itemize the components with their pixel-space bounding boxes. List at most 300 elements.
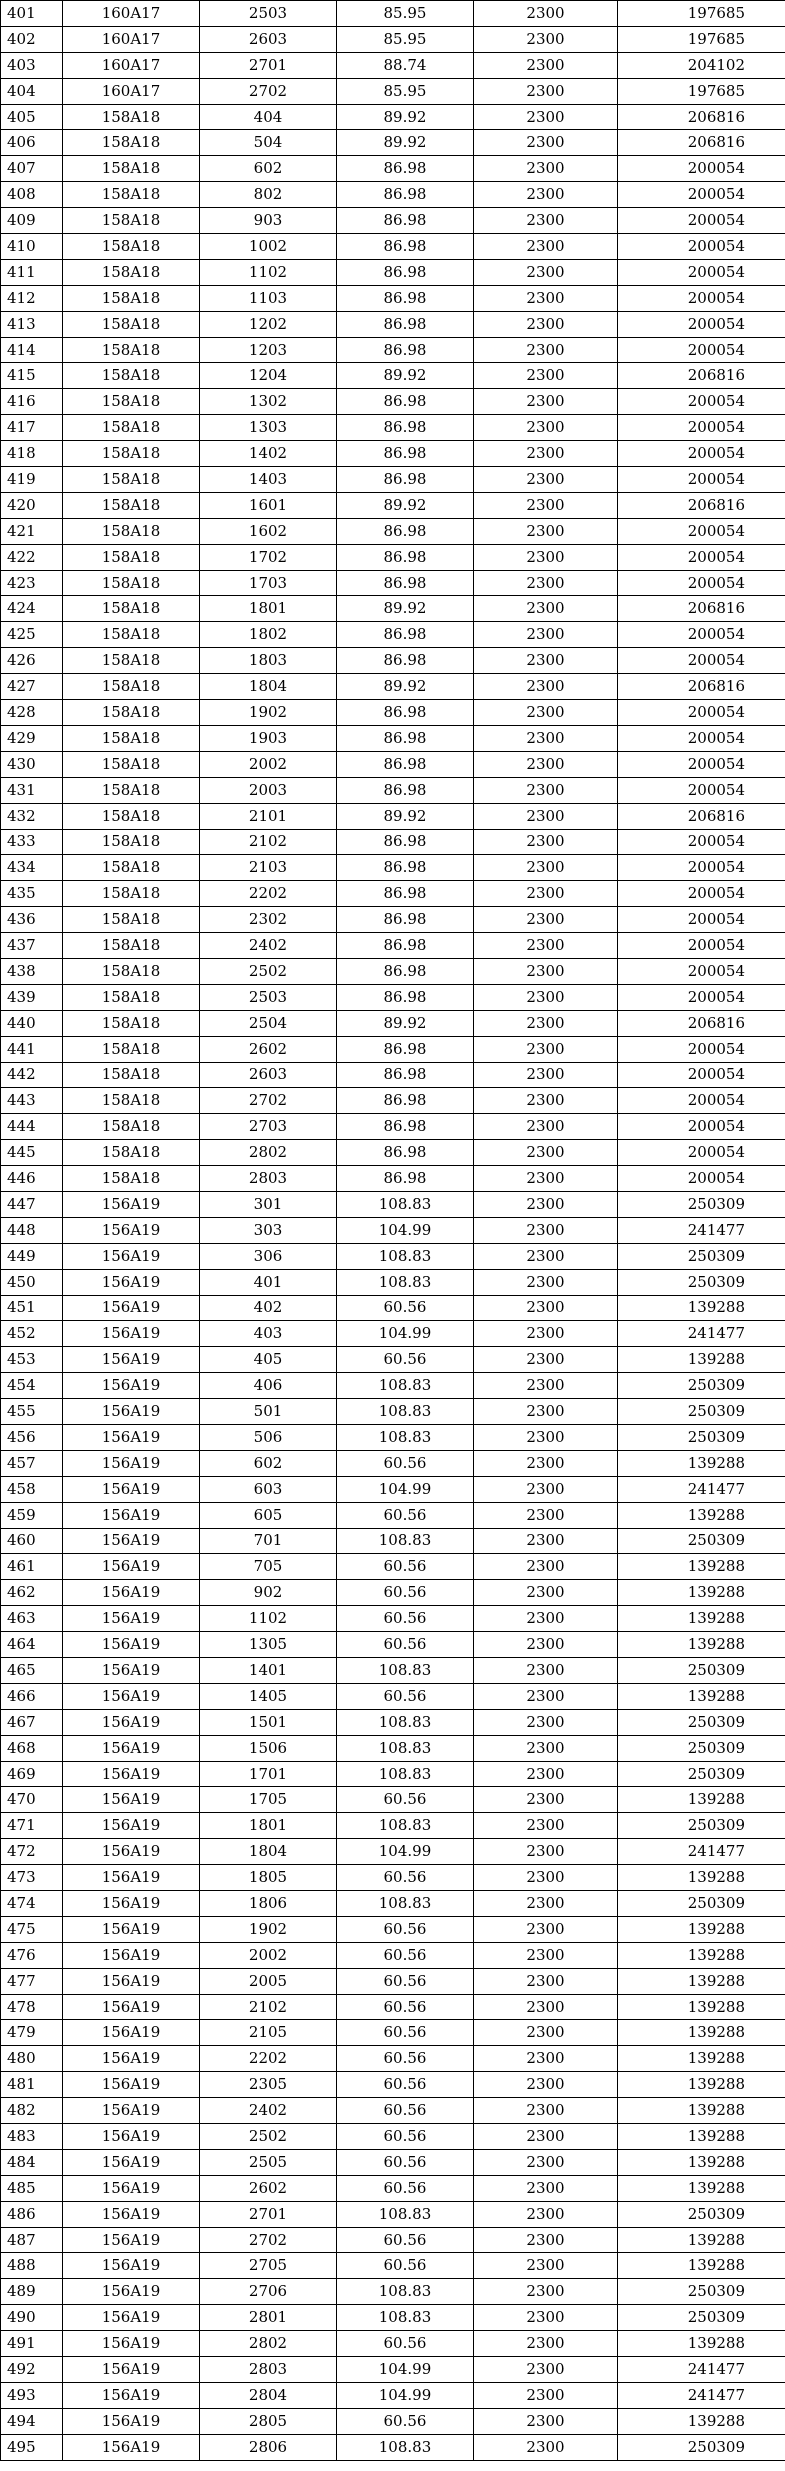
- total-price-cell: 139288: [618, 2175, 785, 2201]
- unit-number-cell: 1804: [200, 674, 337, 700]
- building-code-cell: 156A19: [63, 1735, 200, 1761]
- unit-number-cell: 2102: [200, 829, 337, 855]
- table-row: [1, 700, 785, 726]
- total-price-cell: 200054: [618, 208, 785, 234]
- building-code-cell: 156A19: [63, 1942, 200, 1968]
- unit-number-cell: 406: [200, 1373, 337, 1399]
- total-price-cell: 200054: [618, 1062, 785, 1088]
- unit-number-cell: 2702: [200, 2227, 337, 2253]
- unit-price-cell: 2300: [474, 1916, 618, 1942]
- total-price-cell: 250309: [618, 1891, 785, 1917]
- total-price-cell: 241477: [618, 1217, 785, 1243]
- unit-number-cell: 2302: [200, 907, 337, 933]
- building-code-cell: 158A18: [63, 415, 200, 441]
- table-row: [1, 1916, 785, 1942]
- row-number-cell: 442: [1, 1062, 63, 1088]
- building-code-cell: 156A19: [63, 1269, 200, 1295]
- building-code-cell: 158A18: [63, 1010, 200, 1036]
- building-code-cell: 156A19: [63, 1658, 200, 1684]
- unit-number-cell: 2002: [200, 1942, 337, 1968]
- row-number-cell: 412: [1, 285, 63, 311]
- unit-number-cell: 301: [200, 1191, 337, 1217]
- table-row: [1, 1502, 785, 1528]
- building-code-cell: 158A18: [63, 700, 200, 726]
- area-cell: 86.98: [337, 389, 474, 415]
- unit-number-cell: 303: [200, 1217, 337, 1243]
- area-cell: 86.98: [337, 415, 474, 441]
- table-row: [1, 2382, 785, 2408]
- area-cell: 86.98: [337, 907, 474, 933]
- area-cell: 108.83: [337, 1399, 474, 1425]
- unit-number-cell: 2103: [200, 855, 337, 881]
- row-number-cell: 429: [1, 725, 63, 751]
- row-number-cell: 422: [1, 544, 63, 570]
- total-price-cell: 139288: [618, 2072, 785, 2098]
- building-code-cell: 158A18: [63, 596, 200, 622]
- table-row: [1, 1114, 785, 1140]
- total-price-cell: 200054: [618, 725, 785, 751]
- unit-price-cell: 2300: [474, 700, 618, 726]
- area-cell: 86.98: [337, 1036, 474, 1062]
- total-price-cell: 250309: [618, 1709, 785, 1735]
- building-code-cell: 156A19: [63, 1243, 200, 1269]
- row-number-cell: 406: [1, 130, 63, 156]
- table-row: [1, 544, 785, 570]
- area-cell: 108.83: [337, 1424, 474, 1450]
- total-price-cell: 139288: [618, 1554, 785, 1580]
- building-code-cell: 156A19: [63, 2331, 200, 2357]
- area-cell: 60.56: [337, 1606, 474, 1632]
- unit-price-cell: 2300: [474, 544, 618, 570]
- unit-price-cell: 2300: [474, 1761, 618, 1787]
- building-code-cell: 158A18: [63, 389, 200, 415]
- unit-price-cell: 2300: [474, 337, 618, 363]
- row-number-cell: 415: [1, 363, 63, 389]
- area-cell: 85.95: [337, 78, 474, 104]
- table-row: [1, 156, 785, 182]
- row-number-cell: 421: [1, 518, 63, 544]
- building-code-cell: 156A19: [63, 2046, 200, 2072]
- unit-number-cell: 705: [200, 1554, 337, 1580]
- row-number-cell: 414: [1, 337, 63, 363]
- table-row: [1, 2201, 785, 2227]
- unit-number-cell: 2202: [200, 2046, 337, 2072]
- unit-number-cell: 1701: [200, 1761, 337, 1787]
- unit-price-cell: 2300: [474, 1140, 618, 1166]
- unit-price-cell: 2300: [474, 1942, 618, 1968]
- row-number-cell: 457: [1, 1450, 63, 1476]
- total-price-cell: 200054: [618, 415, 785, 441]
- area-cell: 86.98: [337, 337, 474, 363]
- total-price-cell: 200054: [618, 1140, 785, 1166]
- unit-number-cell: 2402: [200, 933, 337, 959]
- building-code-cell: 160A17: [63, 78, 200, 104]
- table-row: [1, 1942, 785, 1968]
- total-price-cell: 139288: [618, 1942, 785, 1968]
- table-row: [1, 1036, 785, 1062]
- row-number-cell: 451: [1, 1295, 63, 1321]
- total-price-cell: 197685: [618, 26, 785, 52]
- building-code-cell: 156A19: [63, 1632, 200, 1658]
- total-price-cell: 204102: [618, 52, 785, 78]
- building-code-cell: 160A17: [63, 1, 200, 27]
- total-price-cell: 197685: [618, 78, 785, 104]
- table-row: [1, 1166, 785, 1192]
- row-number-cell: 480: [1, 2046, 63, 2072]
- row-number-cell: 494: [1, 2408, 63, 2434]
- row-number-cell: 403: [1, 52, 63, 78]
- total-price-cell: 200054: [618, 285, 785, 311]
- total-price-cell: 200054: [618, 467, 785, 493]
- table-row: [1, 1761, 785, 1787]
- table-row: [1, 441, 785, 467]
- row-number-cell: 467: [1, 1709, 63, 1735]
- unit-price-cell: 2300: [474, 1191, 618, 1217]
- building-code-cell: 156A19: [63, 2124, 200, 2150]
- building-code-cell: 156A19: [63, 2227, 200, 2253]
- area-cell: 60.56: [337, 1347, 474, 1373]
- table-row: [1, 363, 785, 389]
- area-cell: 60.56: [337, 2227, 474, 2253]
- unit-price-cell: 2300: [474, 1968, 618, 1994]
- total-price-cell: 200054: [618, 441, 785, 467]
- building-code-cell: 158A18: [63, 984, 200, 1010]
- total-price-cell: 250309: [618, 1735, 785, 1761]
- building-code-cell: 156A19: [63, 2072, 200, 2098]
- row-number-cell: 408: [1, 182, 63, 208]
- unit-number-cell: 2802: [200, 1140, 337, 1166]
- building-code-cell: 158A18: [63, 1088, 200, 1114]
- building-code-cell: 158A18: [63, 104, 200, 130]
- total-price-cell: 139288: [618, 1502, 785, 1528]
- building-code-cell: 158A18: [63, 311, 200, 337]
- total-price-cell: 250309: [618, 1373, 785, 1399]
- total-price-cell: 139288: [618, 1968, 785, 1994]
- unit-number-cell: 2705: [200, 2253, 337, 2279]
- row-number-cell: 484: [1, 2149, 63, 2175]
- unit-price-cell: 2300: [474, 2149, 618, 2175]
- total-price-cell: 241477: [618, 1476, 785, 1502]
- unit-number-cell: 2505: [200, 2149, 337, 2175]
- building-code-cell: 156A19: [63, 2408, 200, 2434]
- building-code-cell: 156A19: [63, 2434, 200, 2460]
- total-price-cell: 200054: [618, 958, 785, 984]
- building-code-cell: 156A19: [63, 1450, 200, 1476]
- unit-number-cell: 1903: [200, 725, 337, 751]
- table-row: [1, 78, 785, 104]
- unit-number-cell: 2603: [200, 26, 337, 52]
- total-price-cell: 200054: [618, 1088, 785, 1114]
- unit-price-cell: 2300: [474, 1010, 618, 1036]
- unit-number-cell: 1402: [200, 441, 337, 467]
- building-code-cell: 158A18: [63, 751, 200, 777]
- area-cell: 108.83: [337, 2201, 474, 2227]
- total-price-cell: 139288: [618, 1916, 785, 1942]
- table-row: [1, 2020, 785, 2046]
- unit-number-cell: 1806: [200, 1891, 337, 1917]
- area-cell: 108.83: [337, 1735, 474, 1761]
- building-code-cell: 156A19: [63, 2382, 200, 2408]
- table-row: [1, 725, 785, 751]
- unit-number-cell: 504: [200, 130, 337, 156]
- total-price-cell: 206816: [618, 363, 785, 389]
- unit-price-cell: 2300: [474, 363, 618, 389]
- unit-number-cell: 1703: [200, 570, 337, 596]
- building-code-cell: 158A18: [63, 1036, 200, 1062]
- unit-price-cell: 2300: [474, 2072, 618, 2098]
- row-number-cell: 423: [1, 570, 63, 596]
- table-row: [1, 467, 785, 493]
- total-price-cell: 139288: [618, 1347, 785, 1373]
- table-row: [1, 1580, 785, 1606]
- area-cell: 86.98: [337, 648, 474, 674]
- area-cell: 60.56: [337, 2408, 474, 2434]
- unit-number-cell: 1403: [200, 467, 337, 493]
- unit-price-cell: 2300: [474, 2279, 618, 2305]
- building-code-cell: 156A19: [63, 1347, 200, 1373]
- unit-price-cell: 2300: [474, 1217, 618, 1243]
- table-row: [1, 958, 785, 984]
- unit-number-cell: 401: [200, 1269, 337, 1295]
- area-cell: 86.98: [337, 467, 474, 493]
- unit-price-cell: 2300: [474, 492, 618, 518]
- table-row: [1, 829, 785, 855]
- area-cell: 108.83: [337, 1709, 474, 1735]
- unit-number-cell: 2806: [200, 2434, 337, 2460]
- area-cell: 104.99: [337, 2357, 474, 2383]
- area-cell: 89.92: [337, 492, 474, 518]
- table-row: [1, 984, 785, 1010]
- unit-price-cell: 2300: [474, 855, 618, 881]
- area-cell: 86.98: [337, 1114, 474, 1140]
- table-row: [1, 1217, 785, 1243]
- total-price-cell: 200054: [618, 389, 785, 415]
- total-price-cell: 200054: [618, 907, 785, 933]
- area-cell: 60.56: [337, 1450, 474, 1476]
- table-row: [1, 1735, 785, 1761]
- building-code-cell: 156A19: [63, 1502, 200, 1528]
- area-cell: 88.74: [337, 52, 474, 78]
- building-code-cell: 156A19: [63, 1373, 200, 1399]
- unit-price-cell: 2300: [474, 570, 618, 596]
- total-price-cell: 139288: [618, 2408, 785, 2434]
- row-number-cell: 483: [1, 2124, 63, 2150]
- area-cell: 104.99: [337, 1217, 474, 1243]
- unit-number-cell: 2502: [200, 2124, 337, 2150]
- unit-price-cell: 2300: [474, 26, 618, 52]
- unit-price-cell: 2300: [474, 1891, 618, 1917]
- row-number-cell: 466: [1, 1683, 63, 1709]
- area-cell: 60.56: [337, 1632, 474, 1658]
- area-cell: 86.98: [337, 829, 474, 855]
- row-number-cell: 438: [1, 958, 63, 984]
- unit-number-cell: 2603: [200, 1062, 337, 1088]
- row-number-cell: 419: [1, 467, 63, 493]
- area-cell: 60.56: [337, 1683, 474, 1709]
- unit-number-cell: 506: [200, 1424, 337, 1450]
- area-cell: 60.56: [337, 2331, 474, 2357]
- total-price-cell: 200054: [618, 829, 785, 855]
- building-code-cell: 156A19: [63, 1709, 200, 1735]
- unit-number-cell: 1002: [200, 234, 337, 260]
- row-number-cell: 446: [1, 1166, 63, 1192]
- total-price-cell: 139288: [618, 2149, 785, 2175]
- total-price-cell: 250309: [618, 1191, 785, 1217]
- area-cell: 86.98: [337, 958, 474, 984]
- area-cell: 60.56: [337, 2149, 474, 2175]
- row-number-cell: 409: [1, 208, 63, 234]
- unit-price-cell: 2300: [474, 1243, 618, 1269]
- table-row: [1, 1347, 785, 1373]
- area-cell: 89.92: [337, 1010, 474, 1036]
- unit-number-cell: 1805: [200, 1865, 337, 1891]
- total-price-cell: 241477: [618, 2357, 785, 2383]
- unit-number-cell: 1202: [200, 311, 337, 337]
- table-row: [1, 1683, 785, 1709]
- area-cell: 86.98: [337, 234, 474, 260]
- total-price-cell: 241477: [618, 1321, 785, 1347]
- total-price-cell: 206816: [618, 130, 785, 156]
- area-cell: 86.98: [337, 933, 474, 959]
- area-cell: 60.56: [337, 2098, 474, 2124]
- row-number-cell: 433: [1, 829, 63, 855]
- unit-number-cell: 2005: [200, 1968, 337, 1994]
- building-code-cell: 158A18: [63, 829, 200, 855]
- row-number-cell: 454: [1, 1373, 63, 1399]
- unit-number-cell: 2504: [200, 1010, 337, 1036]
- unit-price-cell: 2300: [474, 1321, 618, 1347]
- unit-number-cell: 1203: [200, 337, 337, 363]
- row-number-cell: 413: [1, 311, 63, 337]
- table-row: [1, 2046, 785, 2072]
- total-price-cell: 139288: [618, 1450, 785, 1476]
- unit-price-cell: 2300: [474, 881, 618, 907]
- unit-number-cell: 2701: [200, 52, 337, 78]
- unit-number-cell: 2702: [200, 1088, 337, 1114]
- row-number-cell: 416: [1, 389, 63, 415]
- unit-price-cell: 2300: [474, 1166, 618, 1192]
- row-number-cell: 447: [1, 1191, 63, 1217]
- row-number-cell: 479: [1, 2020, 63, 2046]
- total-price-cell: 139288: [618, 2253, 785, 2279]
- total-price-cell: 200054: [618, 311, 785, 337]
- table-row: [1, 1191, 785, 1217]
- building-code-cell: 156A19: [63, 1787, 200, 1813]
- row-number-cell: 402: [1, 26, 63, 52]
- table-row: [1, 907, 785, 933]
- area-cell: 86.98: [337, 984, 474, 1010]
- area-cell: 108.83: [337, 2305, 474, 2331]
- row-number-cell: 427: [1, 674, 63, 700]
- row-number-cell: 482: [1, 2098, 63, 2124]
- area-cell: 108.83: [337, 1373, 474, 1399]
- table-row: [1, 1269, 785, 1295]
- area-cell: 85.95: [337, 26, 474, 52]
- row-number-cell: 443: [1, 1088, 63, 1114]
- unit-price-cell: 2300: [474, 984, 618, 1010]
- row-number-cell: 490: [1, 2305, 63, 2331]
- unit-number-cell: 1705: [200, 1787, 337, 1813]
- table-body: [1, 1, 785, 2461]
- unit-price-cell: 2300: [474, 596, 618, 622]
- building-code-cell: 158A18: [63, 156, 200, 182]
- total-price-cell: 206816: [618, 803, 785, 829]
- row-number-cell: 473: [1, 1865, 63, 1891]
- total-price-cell: 200054: [618, 156, 785, 182]
- row-number-cell: 435: [1, 881, 63, 907]
- unit-number-cell: 1103: [200, 285, 337, 311]
- building-code-cell: 158A18: [63, 881, 200, 907]
- table-row: [1, 1658, 785, 1684]
- building-code-cell: 158A18: [63, 441, 200, 467]
- area-cell: 108.83: [337, 1191, 474, 1217]
- area-cell: 60.56: [337, 1580, 474, 1606]
- row-number-cell: 461: [1, 1554, 63, 1580]
- unit-price-cell: 2300: [474, 311, 618, 337]
- table-row: [1, 2124, 785, 2150]
- building-code-cell: 156A19: [63, 1580, 200, 1606]
- unit-number-cell: 602: [200, 156, 337, 182]
- area-cell: 60.56: [337, 2124, 474, 2150]
- table-row: [1, 1813, 785, 1839]
- table-row: [1, 1321, 785, 1347]
- unit-number-cell: 701: [200, 1528, 337, 1554]
- unit-number-cell: 404: [200, 104, 337, 130]
- unit-price-cell: 2300: [474, 2357, 618, 2383]
- table-row: [1, 1010, 785, 1036]
- building-code-cell: 156A19: [63, 1839, 200, 1865]
- table-row: [1, 415, 785, 441]
- total-price-cell: 206816: [618, 596, 785, 622]
- table-row: [1, 1968, 785, 1994]
- total-price-cell: 206816: [618, 1010, 785, 1036]
- total-price-cell: 139288: [618, 1632, 785, 1658]
- unit-number-cell: 2003: [200, 777, 337, 803]
- unit-price-cell: 2300: [474, 1114, 618, 1140]
- table-row: [1, 648, 785, 674]
- row-number-cell: 428: [1, 700, 63, 726]
- table-row: [1, 259, 785, 285]
- unit-price-cell: 2300: [474, 829, 618, 855]
- row-number-cell: 410: [1, 234, 63, 260]
- unit-price-cell: 2300: [474, 1088, 618, 1114]
- building-code-cell: 156A19: [63, 1968, 200, 1994]
- building-code-cell: 156A19: [63, 1761, 200, 1787]
- table-row: [1, 1140, 785, 1166]
- unit-price-cell: 2300: [474, 1476, 618, 1502]
- total-price-cell: 200054: [618, 700, 785, 726]
- table-row: [1, 1709, 785, 1735]
- building-code-cell: 158A18: [63, 958, 200, 984]
- row-number-cell: 487: [1, 2227, 63, 2253]
- row-number-cell: 465: [1, 1658, 63, 1684]
- table-row: [1, 1295, 785, 1321]
- building-code-cell: 158A18: [63, 1114, 200, 1140]
- building-code-cell: 156A19: [63, 1476, 200, 1502]
- area-cell: 89.92: [337, 803, 474, 829]
- unit-number-cell: 1902: [200, 1916, 337, 1942]
- row-number-cell: 489: [1, 2279, 63, 2305]
- table-row: [1, 2279, 785, 2305]
- row-number-cell: 430: [1, 751, 63, 777]
- area-cell: 60.56: [337, 2175, 474, 2201]
- unit-price-cell: 2300: [474, 1554, 618, 1580]
- building-code-cell: 156A19: [63, 1813, 200, 1839]
- building-code-cell: 156A19: [63, 2020, 200, 2046]
- total-price-cell: 250309: [618, 1399, 785, 1425]
- area-cell: 104.99: [337, 1839, 474, 1865]
- building-code-cell: 156A19: [63, 1321, 200, 1347]
